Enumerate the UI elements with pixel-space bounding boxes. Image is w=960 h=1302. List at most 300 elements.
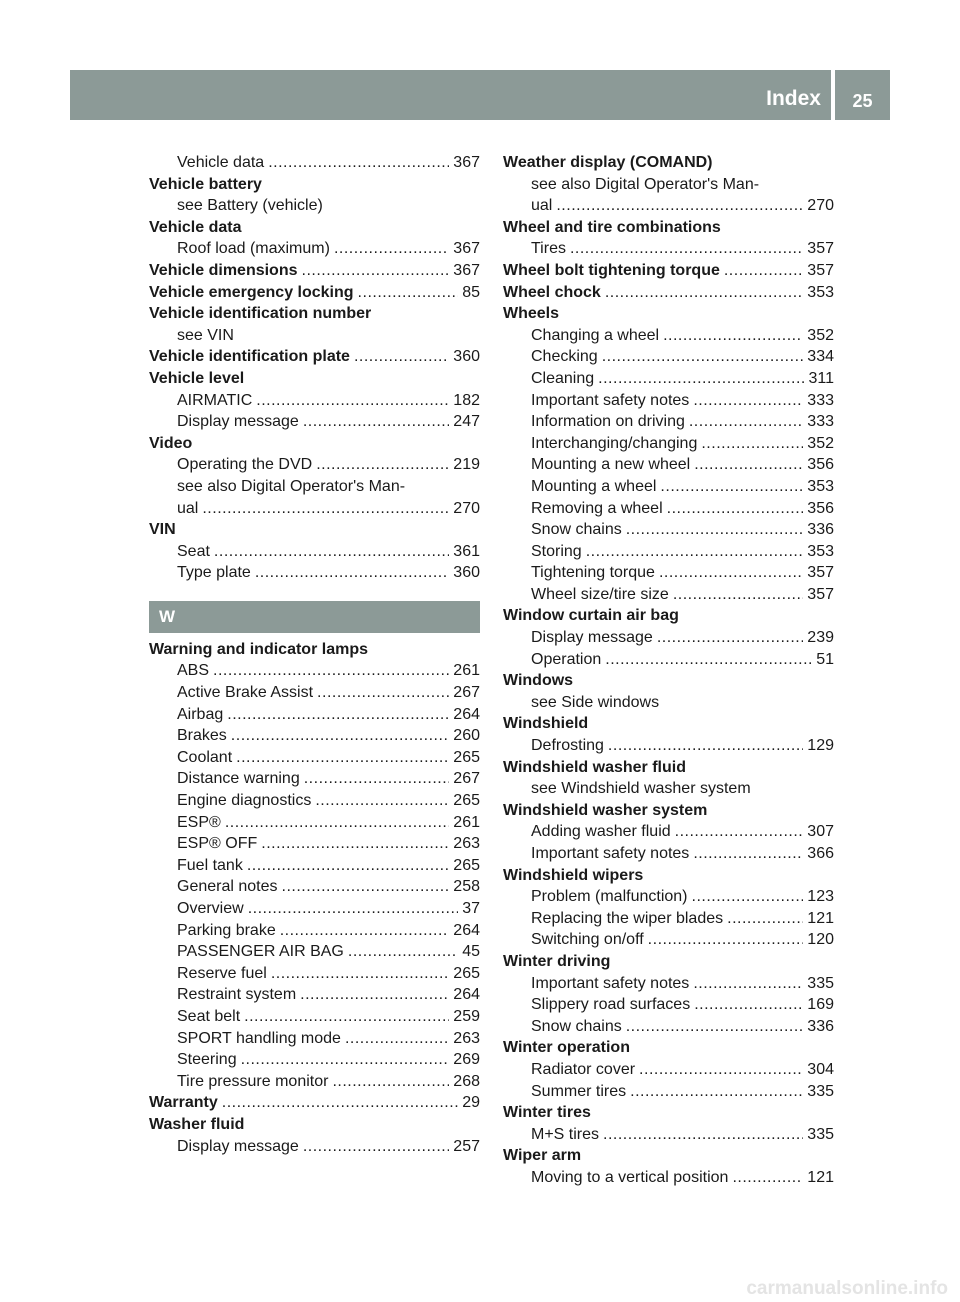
entry-label: Problem (malfunction) <box>531 888 688 906</box>
dot-leader <box>602 346 804 368</box>
dot-leader <box>358 282 459 304</box>
index-column-left <box>149 152 480 1157</box>
index-entry <box>503 692 834 714</box>
dot-leader <box>248 898 459 920</box>
dot-leader <box>304 768 450 790</box>
entry-label: Tire pressure monitor <box>177 1072 329 1090</box>
entry-label: Brakes <box>177 727 227 745</box>
page-ref: 361 <box>453 542 480 560</box>
entry-label: Tires <box>531 240 566 258</box>
page-ref: 356 <box>807 456 834 474</box>
dot-leader <box>694 994 803 1016</box>
page-ref: 265 <box>453 856 480 874</box>
index-heading <box>503 152 834 174</box>
dot-leader <box>626 1016 804 1038</box>
page-ref: 367 <box>453 240 480 258</box>
index-heading <box>503 865 834 887</box>
page-ref: 37 <box>462 900 480 917</box>
index-entry <box>149 1006 480 1028</box>
index-entry <box>149 876 480 898</box>
index-entry <box>503 541 834 563</box>
dot-leader <box>302 260 450 282</box>
index-entry <box>503 498 834 520</box>
page-ref: 265 <box>453 748 480 766</box>
dot-leader <box>608 735 803 757</box>
page-ref: 335 <box>807 1082 834 1100</box>
index-entry <box>503 735 834 757</box>
index-entry <box>503 821 834 843</box>
page-ref: 352 <box>807 326 834 344</box>
index-heading <box>149 282 480 304</box>
index-heading <box>149 433 480 455</box>
index-entry <box>149 195 480 217</box>
page-ref: 257 <box>453 1137 480 1155</box>
index-heading <box>149 639 480 661</box>
entry-label: see Windshield washer system <box>531 780 751 798</box>
index-entry <box>149 833 480 855</box>
entry-label: Wheel size/tire size <box>531 585 669 603</box>
entry-label: Snow chains <box>531 1017 622 1035</box>
dot-leader <box>315 790 449 812</box>
entry-label: Window curtain air bag <box>503 607 679 625</box>
entry-label: Vehicle identification number <box>149 305 372 323</box>
index-entry <box>149 963 480 985</box>
page-ref: 333 <box>807 413 834 431</box>
entry-label: Vehicle data <box>149 218 242 236</box>
index-list <box>149 152 480 584</box>
page-ref: 182 <box>453 391 480 409</box>
dot-leader <box>214 541 449 563</box>
page-ref: 304 <box>807 1060 834 1078</box>
dot-leader <box>256 390 449 412</box>
index-entry <box>503 649 834 671</box>
page-ref: 29 <box>462 1094 480 1112</box>
section-letter: W <box>149 601 480 633</box>
page-ref: 258 <box>453 878 480 896</box>
dot-leader <box>659 562 803 584</box>
dot-leader <box>255 562 449 584</box>
dot-leader <box>692 886 804 908</box>
index-entry <box>503 519 834 541</box>
dot-leader <box>241 1049 450 1071</box>
index-heading <box>149 368 480 390</box>
page-ref: 121 <box>807 909 834 927</box>
entry-label: Important safety notes <box>531 391 690 409</box>
index-heading <box>149 346 480 368</box>
entry-label: Cleaning <box>531 369 595 387</box>
entry-label: see VIN <box>177 326 234 344</box>
page-ref: 356 <box>807 499 834 517</box>
entry-label: Reserve fuel <box>177 964 267 982</box>
page-ref: 129 <box>807 737 834 755</box>
index-column-right <box>503 152 834 1189</box>
dot-leader <box>317 682 449 704</box>
entry-label: M+S tires <box>531 1125 600 1143</box>
page-ref: 336 <box>807 1017 834 1035</box>
entry-label: Active Brake Assist <box>177 684 314 702</box>
entry-label: ESP® <box>177 813 221 831</box>
entry-label: Slippery road surfaces <box>531 996 691 1014</box>
entry-label: Vehicle dimensions <box>149 261 298 279</box>
page-ref: 268 <box>453 1072 480 1090</box>
dot-leader <box>660 476 803 498</box>
page-ref: 265 <box>453 964 480 982</box>
page-ref: 123 <box>807 888 834 906</box>
dot-leader <box>268 152 449 174</box>
page-ref: 270 <box>453 499 480 517</box>
dot-leader <box>570 238 803 260</box>
page-ref: 264 <box>453 705 480 723</box>
index-entry <box>149 725 480 747</box>
dot-leader <box>605 282 803 304</box>
dot-leader <box>261 833 449 855</box>
entry-label: PASSENGER AIR BAG <box>177 943 344 961</box>
entry-label: Type plate <box>177 564 251 582</box>
entry-label: Vehicle data <box>177 154 265 171</box>
entry-label: Summer tires <box>531 1082 627 1100</box>
entry-label: Washer fluid <box>149 1115 245 1133</box>
dot-leader <box>732 1167 803 1189</box>
entry-label: Display message <box>531 629 653 647</box>
entry-label: Parking brake <box>177 921 276 939</box>
index-entry <box>503 886 834 908</box>
entry-label: Wheel bolt tightening torque <box>503 261 720 279</box>
entry-label: Storing <box>531 542 582 560</box>
entry-label: see Battery (vehicle) <box>177 197 323 215</box>
header-title: Index <box>70 70 831 120</box>
page-ref: 357 <box>807 585 834 603</box>
entry-label: Important safety notes <box>531 974 690 992</box>
index-entry <box>503 1059 834 1081</box>
index-heading <box>503 1037 834 1059</box>
dot-leader <box>667 498 804 520</box>
page-ref: 247 <box>453 413 480 431</box>
dot-leader <box>231 725 450 747</box>
index-entry <box>503 1167 834 1189</box>
entry-label: ABS <box>177 662 210 680</box>
page-ref: 120 <box>807 931 834 949</box>
index-entry <box>503 368 834 390</box>
index-entry <box>149 898 480 920</box>
entry-label: Vehicle level <box>149 369 245 387</box>
dot-leader <box>630 1081 803 1103</box>
index-entry <box>149 660 480 682</box>
entry-label: Warranty <box>149 1094 218 1112</box>
entry-label: Wheels <box>503 305 560 323</box>
index-entry <box>503 1124 834 1146</box>
index-entry <box>149 1049 480 1071</box>
index-entry <box>503 994 834 1016</box>
index-entry <box>503 908 834 930</box>
dot-leader <box>303 411 449 433</box>
page-ref: 261 <box>453 813 480 831</box>
page-ref: 270 <box>807 197 834 215</box>
entry-label: Distance warning <box>177 770 300 788</box>
dot-leader <box>332 1071 449 1093</box>
dot-leader <box>354 346 449 368</box>
entry-label: Steering <box>177 1051 237 1069</box>
index-entry <box>149 747 480 769</box>
index-entry <box>503 778 834 800</box>
page-ref: 353 <box>807 283 834 301</box>
index-entry <box>149 920 480 942</box>
entry-label: SPORT handling mode <box>177 1029 341 1047</box>
dot-leader <box>724 260 803 282</box>
index-entry <box>503 174 834 196</box>
page-ref: 265 <box>453 792 480 810</box>
entry-label: Airbag <box>177 705 224 723</box>
entry-label: see also Digital Operator's Man- <box>531 175 760 193</box>
dot-leader <box>244 1006 449 1028</box>
page-ref: 263 <box>453 835 480 853</box>
page-ref: 219 <box>453 456 480 474</box>
page-ref: 264 <box>453 986 480 1004</box>
page-ref: 357 <box>807 240 834 258</box>
entry-label: Tightening torque <box>531 564 655 582</box>
page-ref: 261 <box>453 662 480 680</box>
page-ref: 45 <box>462 943 480 961</box>
entry-label: Wheel chock <box>503 283 601 301</box>
index-entry <box>149 704 480 726</box>
index-heading <box>503 713 834 735</box>
entry-label: Overview <box>177 900 244 917</box>
dot-leader <box>693 843 803 865</box>
page-ref: 169 <box>807 996 834 1014</box>
index-heading <box>149 1114 480 1136</box>
entry-label: Fuel tank <box>177 856 243 874</box>
dot-leader <box>626 519 804 541</box>
index-heading <box>503 217 834 239</box>
index-heading <box>149 217 480 239</box>
entry-label: Winter tires <box>503 1104 591 1122</box>
index-entry <box>503 325 834 347</box>
index-entry <box>503 195 834 217</box>
entry-label: Warning and indicator lamps <box>149 640 368 658</box>
index-entry <box>503 346 834 368</box>
page-ref: 51 <box>816 650 834 668</box>
index-entry <box>149 1136 480 1158</box>
entry-label: Radiator cover <box>531 1060 636 1078</box>
entry-label: ual <box>177 499 199 517</box>
entry-label: Restraint system <box>177 986 297 1004</box>
index-entry <box>149 1028 480 1050</box>
index-entry <box>149 498 480 520</box>
entry-label: see also Digital Operator's Man- <box>177 477 406 495</box>
entry-label: Windshield washer system <box>503 801 708 819</box>
dot-leader <box>213 660 449 682</box>
entry-label: VIN <box>149 521 176 539</box>
page-ref: 357 <box>807 261 834 279</box>
page-ref: 264 <box>453 921 480 939</box>
index-entry <box>503 929 834 951</box>
entry-label: Wiper arm <box>503 1147 582 1165</box>
page-ref: 353 <box>807 542 834 560</box>
dot-leader <box>225 812 449 834</box>
index-list <box>503 152 834 1189</box>
index-entry <box>149 152 480 174</box>
index-entry <box>503 454 834 476</box>
entry-label: Moving to a vertical position <box>531 1168 729 1186</box>
dot-leader <box>316 454 449 476</box>
index-entry <box>149 1071 480 1093</box>
entry-label: Mounting a wheel <box>531 477 657 495</box>
index-entry <box>503 1016 834 1038</box>
dot-leader <box>300 984 449 1006</box>
page-ref: 336 <box>807 521 834 539</box>
index-list <box>149 639 480 1157</box>
dot-leader <box>271 963 449 985</box>
index-entry <box>149 411 480 433</box>
page-number: 25 <box>835 70 890 120</box>
index-entry <box>149 390 480 412</box>
entry-label: Replacing the wiper blades <box>531 909 724 927</box>
index-entry <box>149 682 480 704</box>
dot-leader <box>648 929 804 951</box>
entry-label: ESP® OFF <box>177 835 258 853</box>
dot-leader <box>701 433 803 455</box>
entry-label: Checking <box>531 348 598 366</box>
index-entry <box>149 941 480 963</box>
page-ref: 121 <box>807 1168 834 1186</box>
page-ref: 334 <box>807 348 834 366</box>
index-entry <box>149 562 480 584</box>
page-ref: 269 <box>453 1051 480 1069</box>
dot-leader <box>673 584 803 606</box>
page-ref: 263 <box>453 1029 480 1047</box>
index-entry <box>149 325 480 347</box>
index-entry <box>503 476 834 498</box>
index-heading <box>149 174 480 196</box>
index-entry <box>149 790 480 812</box>
dot-leader <box>247 855 449 877</box>
dot-leader <box>222 1092 458 1114</box>
dot-leader <box>282 876 450 898</box>
index-entry <box>149 476 480 498</box>
entry-label: Removing a wheel <box>531 499 663 517</box>
index-entry <box>149 812 480 834</box>
page-ref: 367 <box>453 261 480 279</box>
page-ref: 307 <box>807 823 834 841</box>
index-entry <box>149 768 480 790</box>
dot-leader <box>334 238 449 260</box>
index-entry <box>149 541 480 563</box>
entry-label: Windshield <box>503 715 589 733</box>
dot-leader <box>202 498 449 520</box>
page-ref: 259 <box>453 1007 480 1025</box>
entry-label: Display message <box>177 413 299 431</box>
entry-label: Operating the DVD <box>177 456 313 474</box>
entry-label: AIRMATIC <box>177 391 253 409</box>
entry-label: Information on driving <box>531 413 685 431</box>
index-heading <box>503 951 834 973</box>
dot-leader <box>605 649 812 671</box>
index-entry <box>149 855 480 877</box>
dot-leader <box>236 747 449 769</box>
entry-label: Windshield wipers <box>503 866 644 884</box>
entry-label: see Side windows <box>531 693 660 711</box>
entry-label: Adding washer fluid <box>531 823 671 841</box>
page-ref: 267 <box>453 770 480 788</box>
index-entry <box>503 843 834 865</box>
entry-label: Interchanging/changing <box>531 434 698 452</box>
dot-leader <box>303 1136 449 1158</box>
index-entry <box>149 454 480 476</box>
index-entry <box>149 984 480 1006</box>
index-heading <box>149 519 480 541</box>
index-heading <box>149 1092 480 1114</box>
page-ref: 239 <box>807 629 834 647</box>
entry-label: Important safety notes <box>531 845 690 862</box>
dot-leader <box>663 325 803 347</box>
index-entry <box>503 562 834 584</box>
entry-label: General notes <box>177 878 278 896</box>
page-ref: 335 <box>807 974 834 992</box>
entry-label: Wheel and tire combinations <box>503 218 721 236</box>
page-ref: 311 <box>808 369 834 387</box>
dot-leader <box>675 821 804 843</box>
index-entry <box>503 627 834 649</box>
index-heading <box>503 282 834 304</box>
dot-leader <box>689 411 803 433</box>
dot-leader <box>639 1059 803 1081</box>
entry-label: Display message <box>177 1137 299 1155</box>
page-ref: 366 <box>807 845 834 862</box>
page-ref: 335 <box>807 1125 834 1143</box>
dot-leader <box>586 541 804 563</box>
dot-leader <box>280 920 450 942</box>
index-heading <box>503 605 834 627</box>
page-ref: 353 <box>807 477 834 495</box>
index-entry <box>503 390 834 412</box>
entry-label: Coolant <box>177 748 233 766</box>
dot-leader <box>227 704 449 726</box>
entry-label: Mounting a new wheel <box>531 456 691 474</box>
entry-label: Vehicle emergency locking <box>149 283 354 301</box>
entry-label: Winter operation <box>503 1039 630 1057</box>
dot-leader <box>598 368 804 390</box>
index-heading <box>503 757 834 779</box>
entry-label: Vehicle identification plate <box>149 348 350 366</box>
index-heading <box>503 800 834 822</box>
dot-leader <box>603 1124 803 1146</box>
entry-label: Snow chains <box>531 521 622 539</box>
entry-label: Switching on/off <box>531 931 644 949</box>
page-ref: 333 <box>807 391 834 409</box>
entry-label: Winter driving <box>503 952 611 970</box>
dot-leader <box>348 941 458 963</box>
index-entry <box>503 238 834 260</box>
index-entry <box>503 411 834 433</box>
page-ref: 85 <box>462 283 480 301</box>
entry-label: Operation <box>531 650 602 668</box>
index-heading <box>503 260 834 282</box>
entry-label: Roof load (maximum) <box>177 240 330 258</box>
dot-leader <box>693 973 803 995</box>
index-heading <box>503 1102 834 1124</box>
entry-label: ual <box>531 197 553 215</box>
index-entry <box>149 238 480 260</box>
entry-label: Video <box>149 434 193 452</box>
dot-leader <box>657 627 803 649</box>
index-heading <box>503 670 834 692</box>
page-ref: 360 <box>453 564 480 582</box>
dot-leader <box>694 454 803 476</box>
page-ref: 357 <box>807 564 834 582</box>
index-entry <box>503 1081 834 1103</box>
index-heading <box>503 303 834 325</box>
page-ref: 360 <box>453 348 480 366</box>
entry-label: Engine diagnostics <box>177 792 312 810</box>
